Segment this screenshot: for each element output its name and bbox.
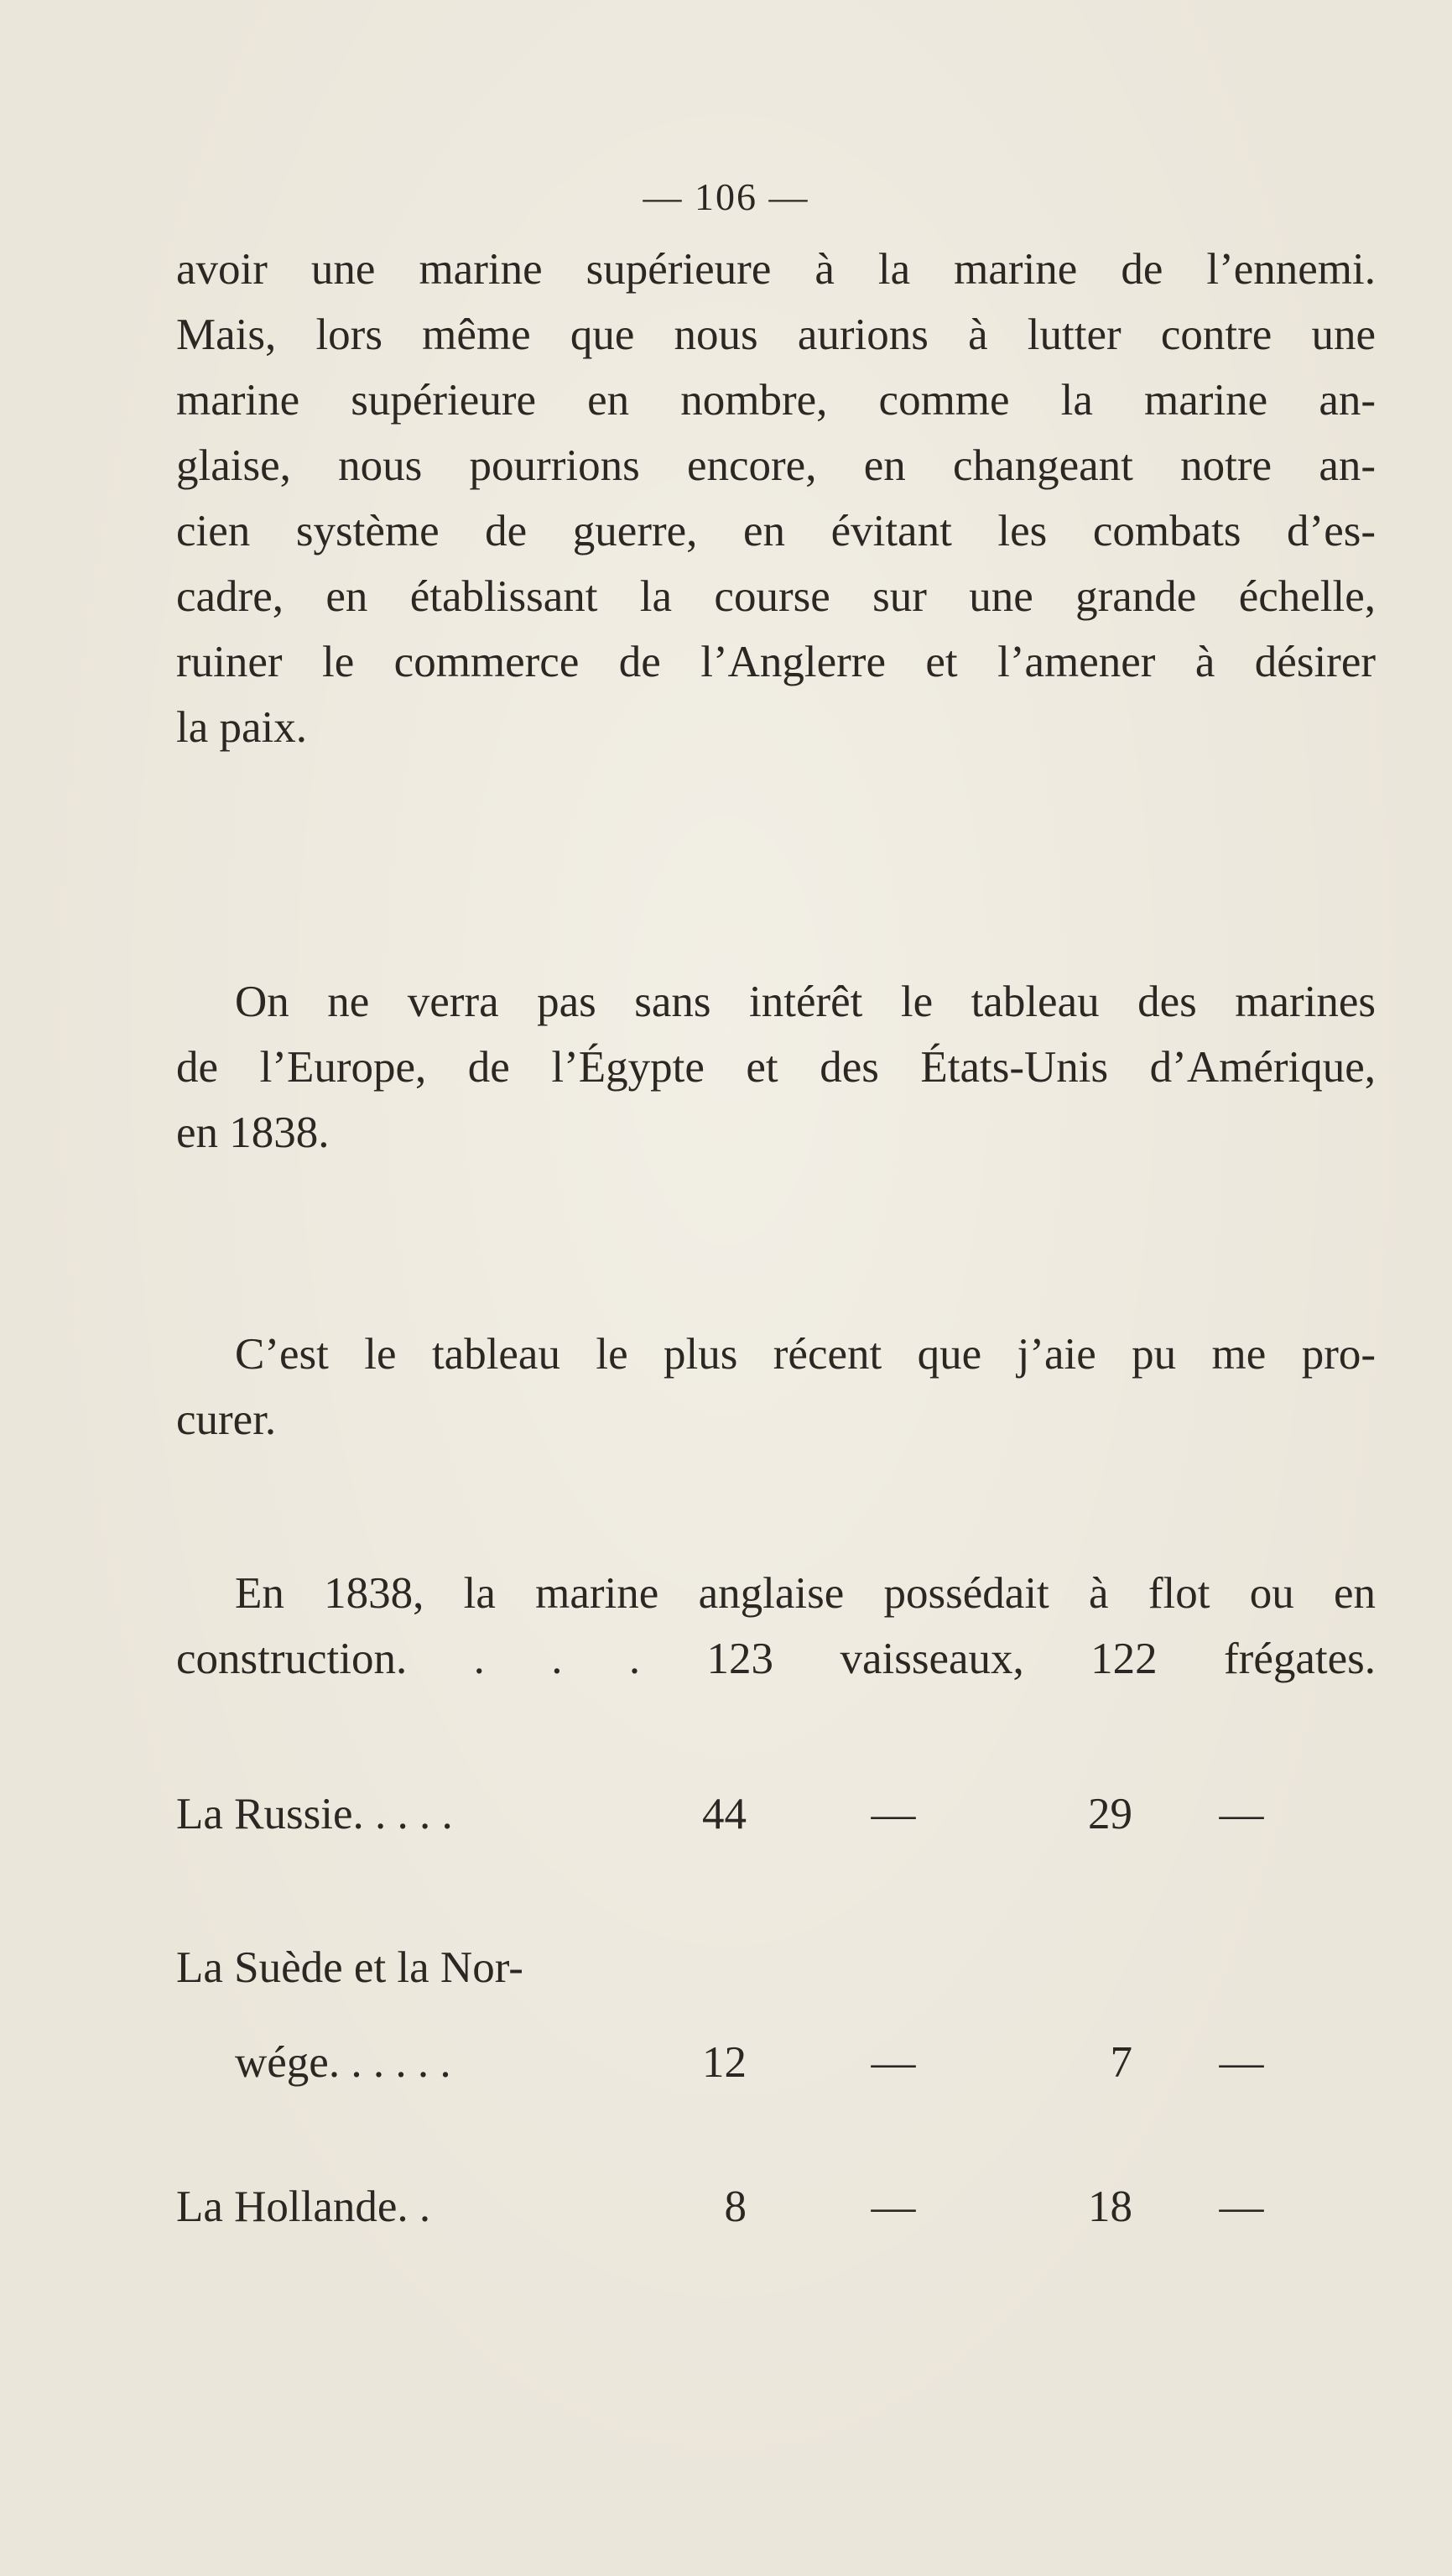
ditto-dash: — (871, 1790, 916, 1838)
country-name: La Hollande. . (176, 2182, 431, 2231)
ships-of-line-count: 8 (724, 2182, 747, 2231)
text-line: ruiner le commerce de l’Anglerre et l’amener à désirer (176, 638, 1376, 686)
text-line: En 1838, la marine anglaise possédait à flot ou en (235, 1569, 1376, 1618)
paragraph-3 (176, 1322, 1376, 1452)
country-name: wége. . . . . . (235, 2038, 451, 2087)
paragraph-4 (176, 1561, 1376, 1692)
ships-of-line-count: 44 (702, 1790, 747, 1838)
text-line: de l’Europe, de l’Égypte et des États-Unis d’Amérique, (176, 1043, 1376, 1092)
text-line: curer. (176, 1395, 277, 1444)
ships-of-line-count: 12 (702, 2038, 747, 2087)
ditto-dash: — (1219, 1790, 1264, 1838)
page-number: — 106 — (643, 175, 809, 218)
text-line: en 1838. (176, 1108, 330, 1157)
text-line: Mais, lors même que nous aurions à lutter contre une (176, 310, 1376, 359)
text-line: cadre, en établissant la course sur une grande échelle, (176, 572, 1376, 621)
paragraph-2 (176, 969, 1376, 1165)
frigates-count: 29 (1088, 1790, 1132, 1838)
ditto-dash: — (1219, 2038, 1264, 2087)
country-name-part: La Suède et la Nor- (176, 1943, 523, 1992)
frigates-count: 7 (1110, 2038, 1132, 2087)
text-line: cien système de guerre, en évitant les combats d’es- (176, 507, 1376, 555)
ditto-dash: — (871, 2182, 916, 2231)
frigates-count: 18 (1088, 2182, 1132, 2231)
paragraph-1 (176, 237, 1376, 760)
text-line: On ne verra pas sans intérêt le tableau des marines (235, 978, 1376, 1026)
text-line: construction. . . . 123 vaisseaux, 122 frégates. (176, 1635, 1376, 1683)
ditto-dash: — (1219, 2182, 1264, 2231)
text-line: glaise, nous pourrions encore, en changeant notre an- (176, 441, 1376, 490)
text-line: marine supérieure en nombre, comme la marine an- (176, 376, 1376, 425)
country-name: La Russie. . . . . (176, 1790, 453, 1838)
ditto-dash: — (871, 2038, 916, 2087)
text-line: C’est le tableau le plus récent que j’aie pu me pro- (235, 1330, 1376, 1379)
text-line: la paix. (176, 703, 307, 752)
text-line: avoir une marine supérieure à la marine de l’ennemi. (176, 245, 1376, 294)
